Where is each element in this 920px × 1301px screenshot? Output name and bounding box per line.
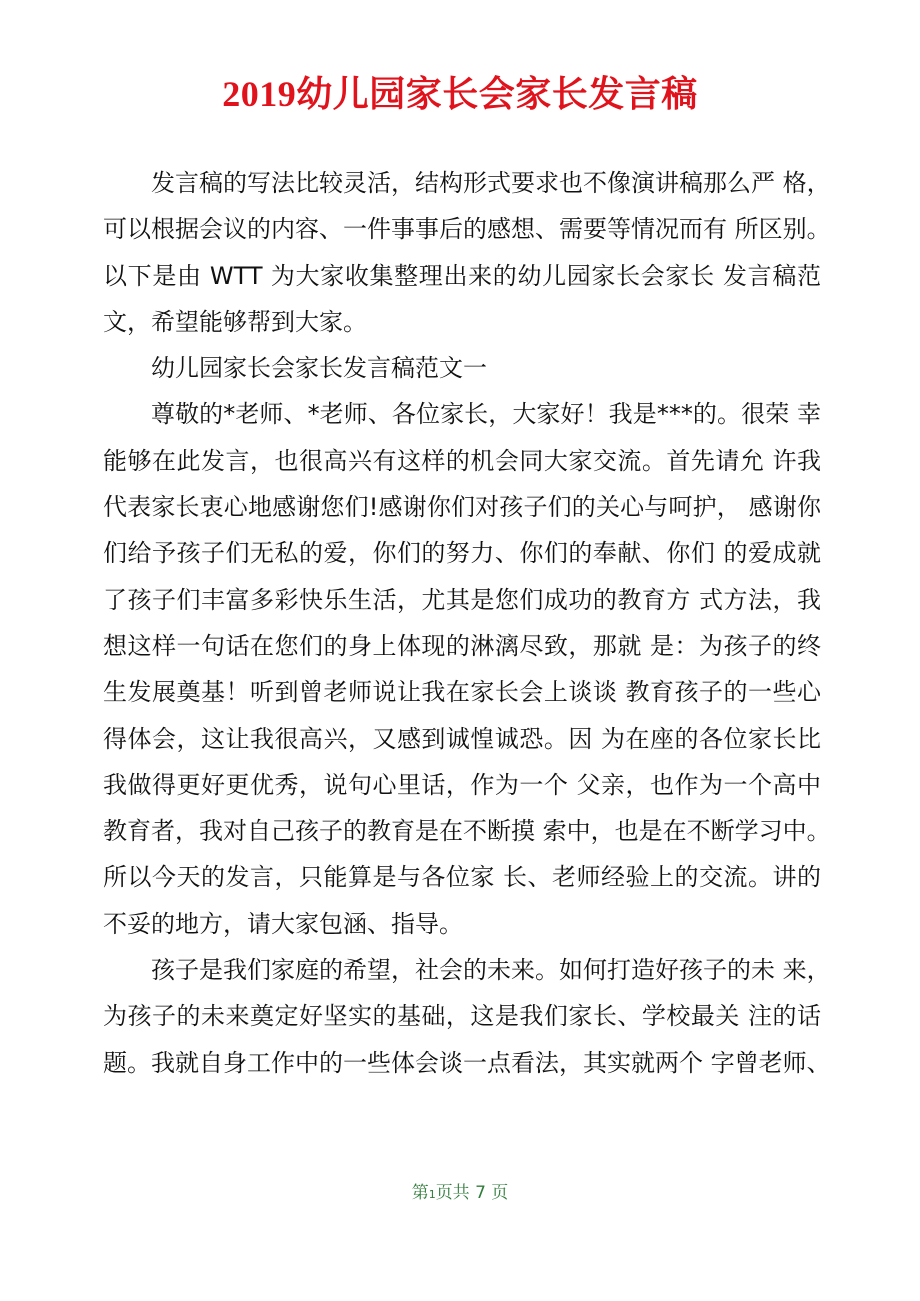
- text-line: 题。我就自身工作中的一些体会谈一点看法，其实就两个 字曾老师、: [103, 1048, 831, 1077]
- document-title: 2019幼儿园家长会家长发言稿: [222, 74, 698, 114]
- text-line: 生发展奠基！听到曾老师说让我在家长会上谈谈 教育孩子的一些心: [103, 678, 821, 707]
- footer-prefix: 第: [411, 1183, 429, 1203]
- text-line: 想这样一句话在您们的身上体现的淋漓尽致，那就 是：为孩子的终: [103, 631, 821, 660]
- text-line: 孩子是我们家庭的希望，社会的未来。如何打造好孩子的未 来，: [151, 956, 831, 985]
- page-footer: [0, 1178, 920, 1203]
- text-line: 不妥的地方，请大家包涵、指导。: [103, 909, 463, 938]
- text-line: 为孩子的未来奠定好坚实的基础，这是我们家长、学校最关 注的话: [103, 1002, 821, 1031]
- text-line: 教育者，我对自己孩子的教育是在不断摸 索中，也是在不断学习中。: [103, 817, 831, 846]
- text-line: 文，希望能够帮到大家。: [103, 307, 367, 336]
- text-line: 发言稿的写法比较灵活，结构形式要求也不像演讲稿那么严 格，: [151, 169, 831, 197]
- text-line: 们给予孩子们无私的爱，你们的努力、你们的奉献、你们 的爱成就: [103, 539, 821, 568]
- text-line: 得体会，这让我很高兴，又感到诚惶诚恐。因 为在座的各位家长比: [103, 724, 821, 753]
- text-line: 代表家长衷心地感谢您们!感谢你们对孩子们的关心与呵护， 感谢你: [103, 493, 821, 522]
- text-line: 了孩子们丰富多彩快乐生活，尤其是您们成功的教育方 式方法，我: [103, 585, 821, 614]
- text-line: 可以根据会议的内容、一件事事后的感想、需要等情况而有 所区别。: [103, 215, 831, 244]
- text-line: 能够在此发言，也很高兴有这样的机会同大家交流。首先请允 许我: [103, 446, 821, 475]
- section-heading: 幼儿园家长会家长发言稿范文一: [151, 354, 487, 383]
- text-line: 所以今天的发言，只能算是与各位家 长、老师经验上的交流。讲的: [103, 863, 821, 892]
- footer-suffix: 页共 7 页: [435, 1183, 509, 1203]
- text-line: 尊敬的*老师、*老师、各位家长，大家好！我是***的。很荣 幸: [151, 400, 821, 429]
- text-line: 我做得更好更优秀，说句心里话，作为一个 父亲，也作为一个高中: [103, 770, 821, 799]
- text-line: 以下是由 WTT 为大家收集整理出来的幼儿园家长会家长 发言稿范: [103, 261, 821, 290]
- footer-page-number: 1: [428, 1188, 436, 1201]
- document-body: [103, 160, 831, 1086]
